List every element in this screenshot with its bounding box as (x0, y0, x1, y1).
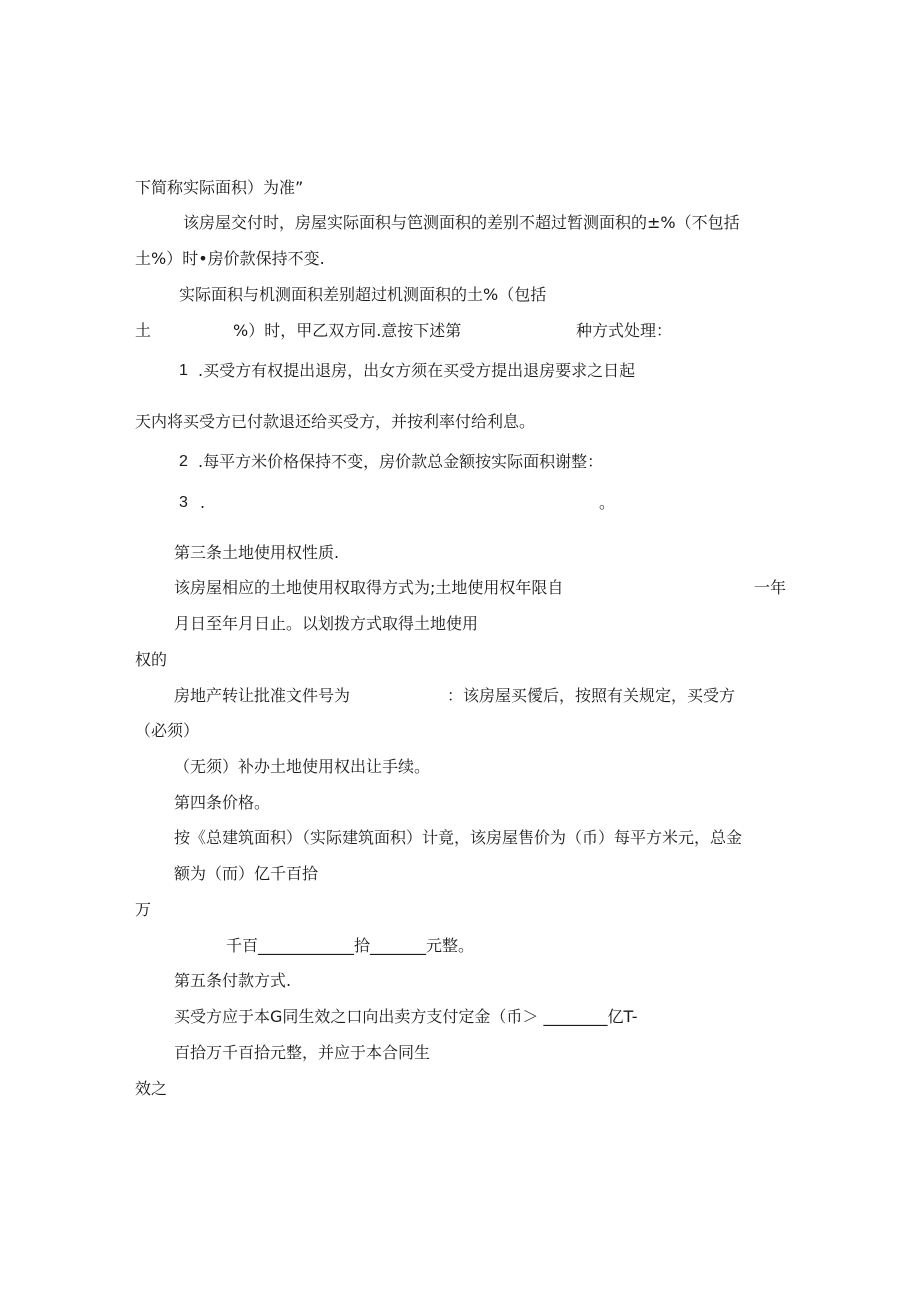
text-line: .每平方米价格保持不变，房价款总金额按实际面积谢整： (198, 452, 604, 471)
text-line: 天内将买受方已付款退还给买受方，并按利率付给利息。 (135, 412, 536, 431)
section-heading: 第五条付款方式. (174, 971, 292, 990)
text-line: %）时，甲乙双方同.意按下述第 (233, 321, 462, 340)
text-line: ：该房屋买僾后，按照有关规定，买受方 (447, 686, 736, 705)
text-line: 土 (135, 321, 152, 340)
list-number: 3 (179, 494, 188, 511)
text-line: 土%）时•房价款保持不变. (135, 249, 325, 268)
text-line: 实际面积与机测面积差别超过机测面积的土%（包括 (179, 285, 547, 304)
text-line: 房地产转让批准文件号为 (174, 686, 351, 705)
text-line: 一年 (754, 578, 787, 597)
list-number: 2 (179, 453, 188, 470)
text-line: 买受方应于本G同生效之口向出卖方支付定金（币＞ ________亿T- (174, 1007, 638, 1026)
text-line: 该房屋相应的土地使用权取得方式为;土地使用权年限自 (174, 578, 564, 597)
section-heading: 第三条土地使用权性质. (174, 543, 340, 562)
text-line: 该房屋交付时，房屋实际面积与笆测面积的差别不超过暂测面积的±%（不包括 (183, 213, 740, 232)
text-line: 月日至年月日止。以划拨方式取得土地使用 (174, 614, 479, 633)
text-line: . (200, 493, 206, 512)
text-line: （必须） (135, 721, 200, 740)
text-line: .买受方有权提出退房，出女方须在买受方提出退房要求之日起 (198, 361, 636, 380)
text-line: 按《总建筑面积）（实际建筑面积）计竟，该房屋售价为（币）每平方米元，总金 (174, 828, 743, 847)
text-line: 效之 (135, 1079, 168, 1098)
text-line: 额为（而）亿千百拾 (174, 864, 319, 883)
text-line: 百拾万千百拾元整，并应于本合同生 (174, 1043, 431, 1062)
text-line: 万 (135, 900, 152, 919)
text-line: 下简称实际面积）为准” (135, 178, 304, 197)
text-line: 千百____________拾_______元整。 (226, 936, 475, 955)
section-heading: 第四条价格。 (174, 793, 271, 812)
text-line: （无须）补办土地使用权出让手续。 (174, 757, 431, 776)
text-line: 权的 (135, 650, 168, 669)
list-number: 1 (179, 362, 188, 379)
text-line: 。 (599, 493, 616, 512)
text-line: 种方式处理： (576, 321, 673, 340)
